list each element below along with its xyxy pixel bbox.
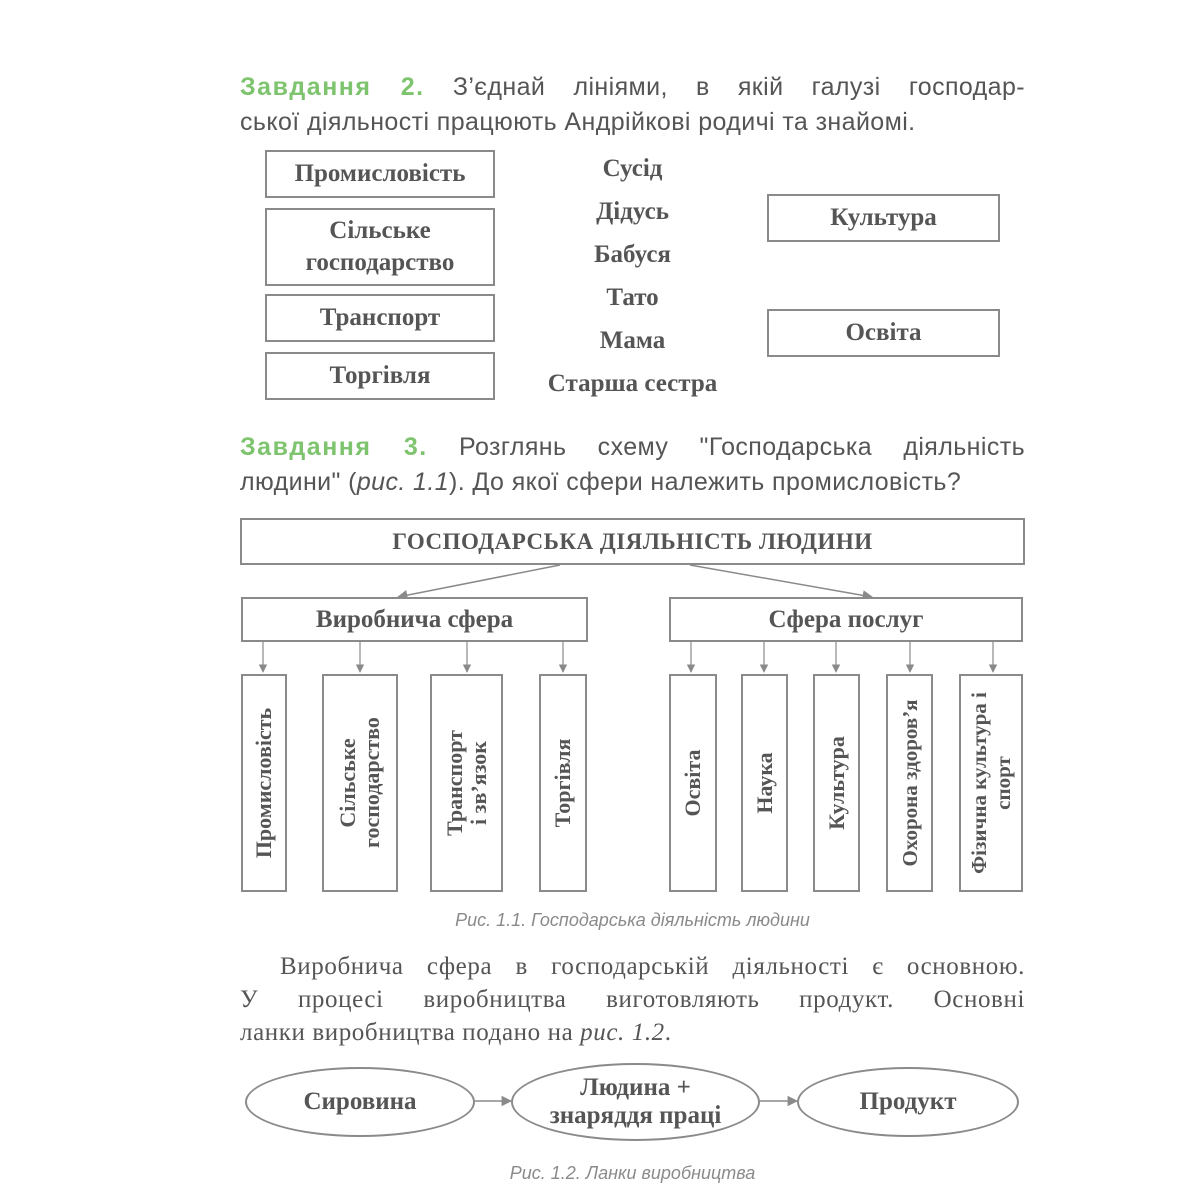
person-grandfather: Дідусь <box>596 198 669 225</box>
paragraph-line-1: Виробнича сфера в господарській діяльності є основною. <box>280 953 1025 980</box>
person-mother: Мама <box>599 327 666 354</box>
matching-branch-culture: Культура <box>767 194 1000 242</box>
person-father: Тато <box>606 284 659 311</box>
scheme-item-sport-label: Фізична культура і спорт <box>967 692 1015 874</box>
scheme-item-healthcare <box>886 674 933 892</box>
matching-branch-transport: Транспорт <box>265 294 495 342</box>
scheme-item-science-label: Наука <box>751 752 777 814</box>
task-2-line-1: З’єднай лініями, в якій галузі господар- <box>424 73 1025 101</box>
task-2-label: Завдання 2. <box>240 73 425 101</box>
arrow-to-services <box>690 565 872 597</box>
scheme-item-agriculture-label: Сільське господарство <box>335 717 384 848</box>
scheme-item-culture <box>813 674 860 892</box>
figure-reference-1-1: рис. 1.1 <box>356 468 450 496</box>
scheme-title: ГОСПОДАРСЬКА ДІЯЛЬНІСТЬ ЛЮДИНИ <box>240 518 1025 565</box>
scheme-item-agriculture <box>322 674 398 892</box>
person-neighbor: Сусід <box>602 155 663 182</box>
flow-raw-materials: Сировина <box>245 1067 475 1137</box>
figure-1-2-caption: Рис. 1.2. Ланки виробництва <box>509 1163 756 1183</box>
scheme-item-industry-label: Промисловість <box>251 707 276 859</box>
task-2-line-2: ської діяльності працюють Андрійкові родичі та знайомі. <box>240 108 916 136</box>
paragraph-line-3-a: ланки виробництва подано на <box>240 1019 581 1046</box>
task-3-line-1: Розглянь схему "Господарська діяльність <box>427 433 1025 461</box>
task-3-line-2-b: ). До якої сфери належить промисловість? <box>449 468 962 496</box>
flow-human-tools-label: Людина + знаряддя праці <box>549 1074 722 1129</box>
scheme-item-sport <box>959 674 1023 892</box>
services-sphere: Сфера послуг <box>669 597 1023 642</box>
matching-branch-industry: Промисловість <box>265 150 495 198</box>
scheme-item-healthcare-label: Охорона здоров’я <box>897 699 922 867</box>
matching-branch-agriculture-label: Сільське господарство <box>305 217 455 276</box>
task-3-label: Завдання 3. <box>240 433 428 461</box>
scheme-item-transport-label: Транспорт і зв’язок <box>441 730 491 836</box>
scheme-item-education <box>669 674 717 892</box>
paragraph-line-3 <box>240 1016 1025 1049</box>
matching-branch-trade: Торгівля <box>265 352 495 400</box>
scheme-item-trade-label: Торгівля <box>550 738 575 828</box>
arrow-to-production <box>398 565 560 597</box>
scheme-item-science <box>741 674 788 892</box>
production-sphere: Виробнича сфера <box>241 597 588 642</box>
paragraph-line-3-b: . <box>664 1019 672 1046</box>
scheme-item-industry <box>241 674 287 892</box>
scheme-item-trade <box>539 674 587 892</box>
paragraph-line-2: У процесі виробництва виготовляють продукт. Основні <box>240 986 1025 1013</box>
matching-branch-education: Освіта <box>767 309 1000 357</box>
figure-reference-1-2: рис. 1.2 <box>580 1019 665 1046</box>
task-3-line-2-a: людини" ( <box>240 468 357 496</box>
person-older-sister: Старша сестра <box>547 370 718 397</box>
scheme-item-education-label: Освіта <box>680 749 705 817</box>
flow-product: Продукт <box>797 1067 1019 1137</box>
scheme-item-culture-label: Культура <box>823 736 849 830</box>
flow-human-tools <box>511 1063 760 1141</box>
person-grandmother: Бабуся <box>594 241 671 268</box>
figure-1-1-caption: Рис. 1.1. Господарська діяльність людини <box>455 910 810 930</box>
scheme-item-transport <box>430 674 503 892</box>
production-paragraph <box>240 950 1025 1049</box>
